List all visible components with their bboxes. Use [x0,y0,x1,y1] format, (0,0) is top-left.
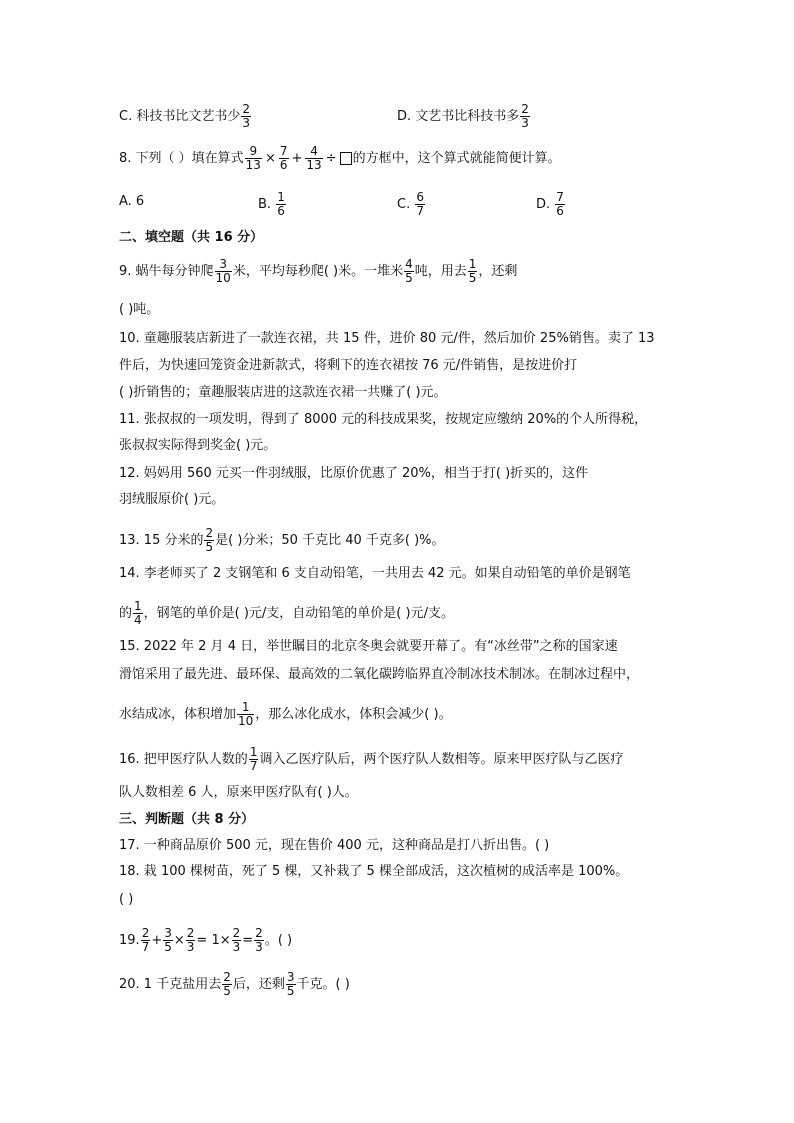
q12-line-2: 羽绒服原价( )元。 [119,492,225,507]
q18-line-1: 18. 栽 100 棵树苗，死了 5 棵，又补栽了 5 棵全部成活，这次植树的成活率是 100%。 [119,864,629,879]
q9-line-2: ( )吨。 [119,302,160,317]
q8-stem [119,145,561,172]
q15-line-1: 15. 2022 年 2 月 4 日，举世瞩目的北京冬奥会就要开幕了。有“冰丝带”之称的国家速 [119,639,618,654]
q8-frac-3: $\frac{4}{13}$ [306,144,322,172]
q8-divide: ÷ [325,151,337,166]
q8-option-c: C. $\frac{6}{7}$ [397,190,424,218]
q8-option-a: A. 6 [119,194,145,209]
section-3-heading: 三、判断题（共 8 分） [119,812,255,827]
q11-line-2: 张叔叔实际得到奖金( )元。 [119,438,277,453]
q7-c-text: C. 科技书比文艺书少 [119,109,241,124]
q16-line-1: 16. 把甲医疗队人数的 $\frac{1}{7}$ 调入乙医疗队后，两个医疗队人数相等。原来甲医疗队与乙医疗 [119,745,624,773]
q7-d-fraction: $\frac{2}{3}$ [521,102,529,130]
q15-line-2: 滑馆采用了最先进、最环保、最高效的二氧化碳跨临界直冷制冰技术制冰。在制冰过程中， [119,667,640,682]
q10-line-3: ( )折销售的；童趣服装店进的这款连衣裙一共赚了( )元。 [119,385,447,400]
q7-option-d [397,103,531,130]
q14-line-1: 14. 李老师买了 2 支钢笔和 6 支自动铅笔，一共用去 42 元。如果自动铅笔的单价是钢笔 [119,566,631,581]
section-2-heading: 二、填空题（共 16 分） [119,230,264,245]
q9-line-1: 9. 蜗牛每分钟爬 $\frac{3}{10}$ 米，平均每秒爬( )米。一堆米 $\frac{4}{5}$ 吨，用去 $\frac{1}{5}$ ，还剩 [119,257,518,285]
q10-line-2: 件后，为快速回笼资金进新款式，将剩下的连衣裙按 76 元/件销售，是按进价打 [119,358,578,373]
q8-times: × [264,151,276,166]
q8-option-b: B. $\frac{1}{6}$ [258,190,285,218]
q15-line-3: 水结成冰，体积增加 $\frac{1}{10}$ ，那么冰化成水，体积会减少( )。 [119,700,452,728]
q7-c-fraction: $\frac{2}{3}$ [242,102,250,130]
q7-option-c [119,103,252,130]
q7-d-text: D. 文艺书比科技书多 [397,109,520,124]
q8-frac-1: $\frac{9}{13}$ [245,144,261,172]
blank-box-icon [340,152,352,165]
q8-pre: 8. 下列（ ）填在算式 [119,151,244,166]
q19: 19. $\frac{2}{7}$ + $\frac{3}{5}$ × $\frac{2}{3}$ = 1× $\frac{2}{3}$ = $\frac{2}{3}$ 。( ) [119,926,293,954]
q12-line-1: 12. 妈妈用 560 元买一件羽绒服，比原价优惠了 20%，相当于打( )折买的，这件 [119,466,589,481]
q18-line-2: ( ) [119,892,134,907]
q13: 13. 15 分米的 $\frac{2}{5}$ 是( )分米；50 千克比 40 千克多( )%。 [119,526,445,554]
q11-line-1: 11. 张叔叔的一项发明，得到了 8000 元的科技成果奖，按规定应缴纳 20%的个人所得税， [119,412,648,427]
q10-line-1: 10. 童趣服装店新进了一款连衣裙，共 15 件，进价 80 元/件，然后加价 25%销售。卖了 13 [119,331,655,346]
q16-line-2: 队人数相差 6 人，原来甲医疗队有( )人。 [119,785,358,800]
q20: 20. 1 千克盐用去 $\frac{2}{5}$ 后，还剩 $\frac{3}{5}$ 千克。( ) [119,970,350,998]
q14-line-2: 的 $\frac{1}{4}$ ，钢笔的单价是( )元/支，自动铅笔的单价是( )元/支。 [119,599,454,627]
q8-option-d: D. $\frac{7}{6}$ [536,190,564,218]
q8-frac-2: $\frac{7}{6}$ [279,144,288,172]
q17: 17. 一种商品原价 500 元，现在售价 400 元，这种商品是打八折出售。( ) [119,838,550,853]
q8-plus: + [291,151,303,166]
q8-post: 的方框中，这个算式就能简便计算。 [352,151,561,166]
